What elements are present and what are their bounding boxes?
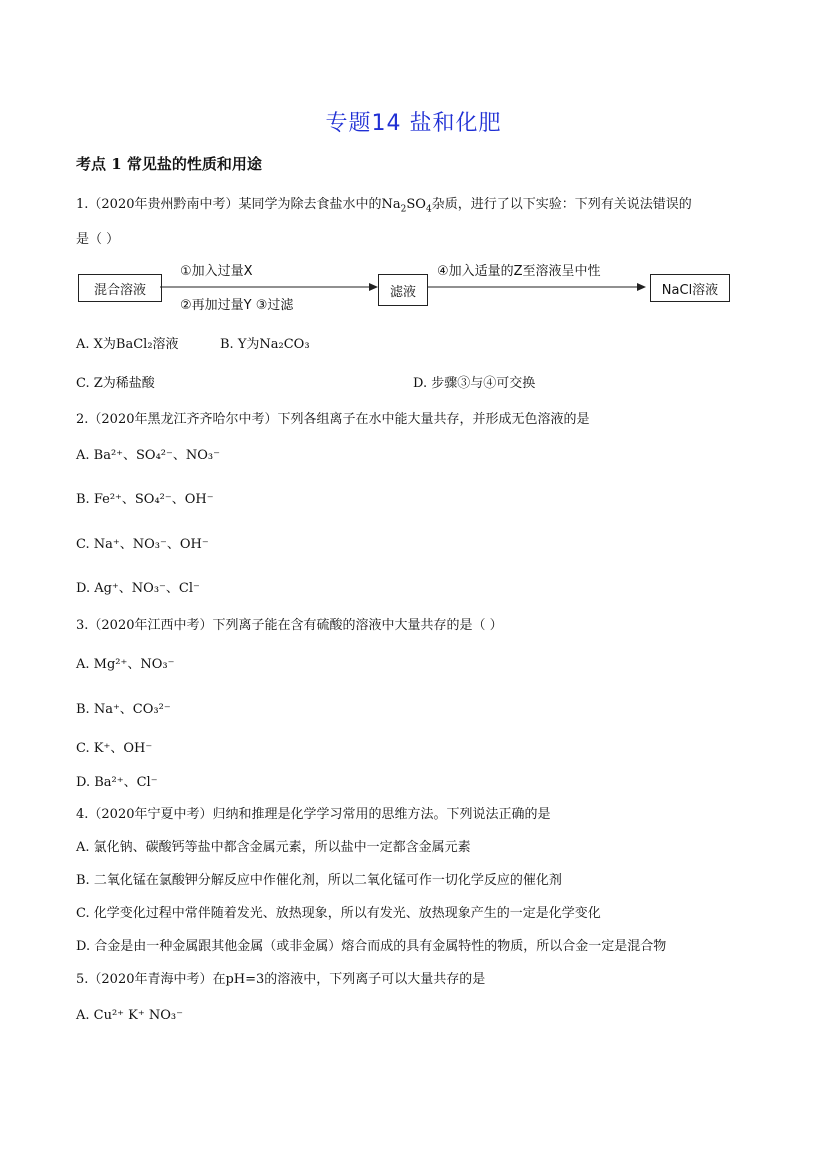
question-1-stem: 1.（2020年贵州黔南中考）某同学为除去食盐水中的$Na_2SO_4$杂质，进行了以下实验：下列有关说法错误的 <box>76 197 692 215</box>
box-mixed-solution: 混合溶液 <box>78 274 162 302</box>
question-5-stem: 5.（2020年青海中考）在pH=3的溶液中，下列离子可以大量共存的是 <box>76 972 486 987</box>
box-nacl-solution: NaCl溶液 <box>650 274 730 302</box>
q4-option-b: B. 二氧化锰在氯酸钾分解反应中作催化剂，所以二氧化锰可作一切化学反应的催化剂 <box>76 873 562 888</box>
step-1-label: ①加入过量X <box>180 264 253 279</box>
q3-option-a: A. Mg²⁺、NO₃⁻ <box>76 657 175 672</box>
box-filtrate: 滤液 <box>378 274 428 306</box>
section-heading: 考点 1 常见盐的性质和用途 <box>76 155 262 173</box>
q1-option-a: A. X为BaCl₂溶液 <box>76 337 179 352</box>
question-3-stem: 3.（2020年江西中考）下列离子能在含有硫酸的溶液中大量共存的是（ ） <box>76 618 503 633</box>
q3-option-b: B. Na⁺、CO₃²⁻ <box>76 702 171 717</box>
q2-option-c: C. Na⁺、NO₃⁻、OH⁻ <box>76 537 209 552</box>
arrow-2-head <box>637 283 646 291</box>
q1-option-c: C. Z为稀盐酸 <box>76 376 155 391</box>
q2-option-a: A. Ba²⁺、SO₄²⁻、NO₃⁻ <box>76 448 220 463</box>
q1-option-d: D. 步骤③与④可交换 <box>413 376 536 391</box>
question-1-stem-cont: 是（ ） <box>76 232 120 247</box>
step-4-label: ④加入适量的Z至溶液呈中性 <box>437 264 601 279</box>
q1-option-b: B. Y为Na₂CO₃ <box>220 337 310 352</box>
q4-option-d: D. 合金是由一种金属跟其他金属（或非金属）熔合而成的具有金属特性的物质，所以合金一定是混合物 <box>76 939 667 954</box>
q5-option-a: A. Cu²⁺ K⁺ NO₃⁻ <box>76 1008 183 1023</box>
question-4-stem: 4.（2020年宁夏中考）归纳和推理是化学学习常用的思维方法。下列说法正确的是 <box>76 807 551 822</box>
q2-option-d: D. Ag⁺、NO₃⁻、Cl⁻ <box>76 581 200 596</box>
question-2-stem: 2.（2020年黑龙江齐齐哈尔中考）下列各组离子在水中能大量共存，并形成无色溶液的是 <box>76 412 590 427</box>
page-title: 专题14 盐和化肥 <box>325 111 502 136</box>
arrow-1-head <box>369 283 378 291</box>
q3-option-c: C. K⁺、OH⁻ <box>76 741 153 756</box>
q4-option-a: A. 氯化钠、碳酸钙等盐中都含金属元素，所以盐中一定都含金属元素 <box>76 840 471 855</box>
q2-option-b: B. Fe²⁺、SO₄²⁻、OH⁻ <box>76 492 214 507</box>
q4-option-c: C. 化学变化过程中常伴随着发光、放热现象，所以有发光、放热现象产生的一定是化学变化 <box>76 906 601 921</box>
q3-option-d: D. Ba²⁺、Cl⁻ <box>76 775 158 790</box>
step-2-label: ②再加过量Y ③过滤 <box>180 298 294 313</box>
